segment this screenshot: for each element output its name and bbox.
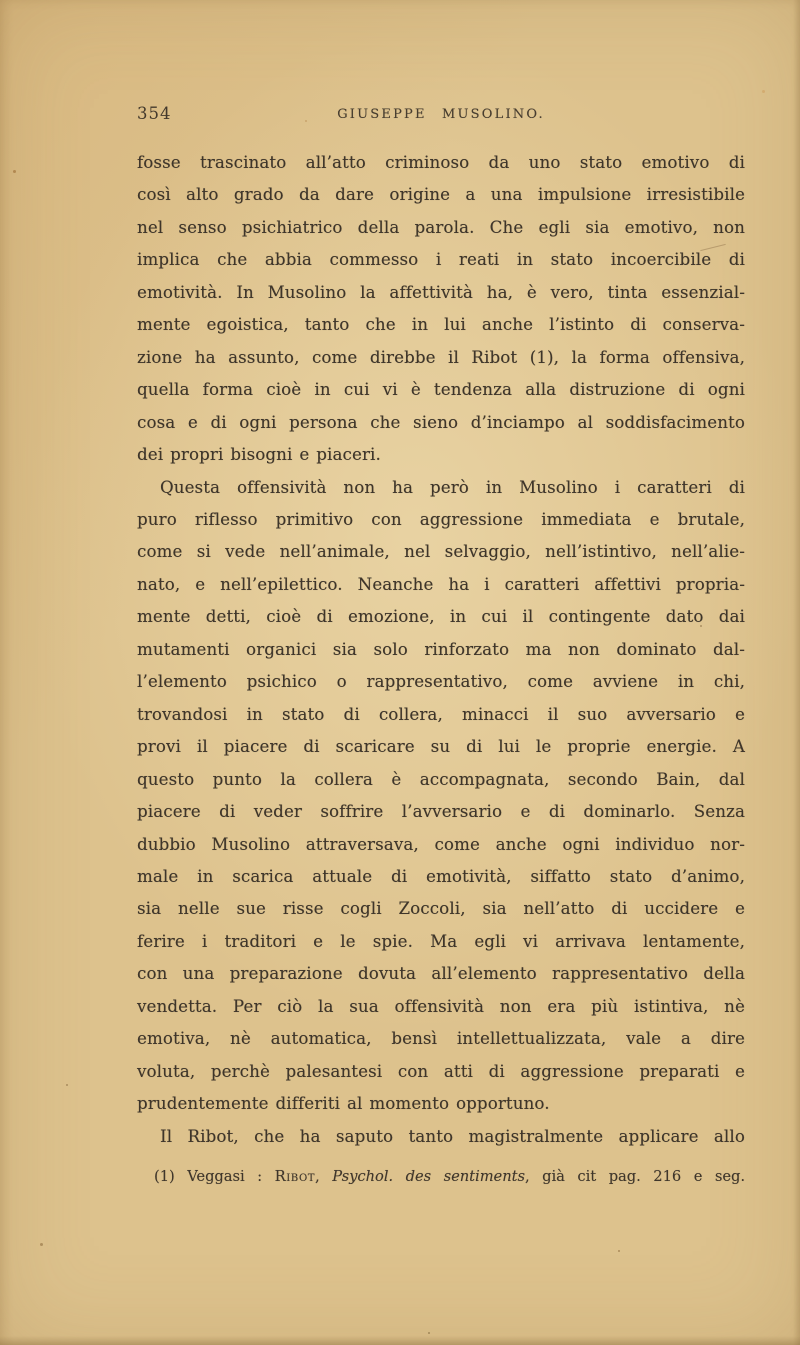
text-line: così alto grado da dare origine a una impulsione irresistibile	[137, 185, 745, 205]
footnote	[137, 1167, 745, 1187]
running-header-title: GIUSEPPE MUSOLINO.	[337, 107, 545, 122]
paper-speckle	[66, 1084, 68, 1086]
text-line: Il Ribot, che ha saputo tanto magistralmente applicare allo	[160, 1126, 745, 1146]
text-line: con una preparazione dovuta all’elemento rappresentativo della	[137, 964, 745, 984]
text-line: quella forma cioè in cui vi è tendenza alla distruzione di ogni	[137, 380, 745, 400]
text-line: emotiva, nè automatica, bensì intellettualizzata, vale a dire	[137, 1029, 745, 1049]
text-line: trovandosi in stato di collera, minacci il suo avversario e	[137, 704, 745, 724]
paragraph	[137, 472, 745, 1121]
body-text	[137, 147, 745, 1153]
paper-speckle	[428, 1332, 430, 1334]
footnote-work-title: Psychol. des sentiments	[332, 1168, 525, 1185]
paper-speckle	[40, 1243, 43, 1246]
paragraph	[137, 1121, 745, 1153]
text-line: male in scarica attuale di emotività, siffatto stato d’animo,	[137, 866, 745, 886]
page-number: 354	[137, 104, 172, 123]
paragraph	[137, 147, 745, 472]
text-line: cosa e di ogni persona che sieno d’inciampo al soddisfacimento	[137, 412, 745, 432]
text-line: implica che abbia commesso i reati in stato incoercibile di	[137, 250, 745, 270]
text-line: vendetta. Per ciò la sua offensività non era più istintiva, nè	[137, 996, 745, 1016]
text-line: come si vede nell’animale, nel selvaggio, nell’istintivo, nell’alie-	[137, 542, 745, 562]
text-line: fosse trascinato all’atto criminoso da uno stato emotivo di	[137, 153, 745, 172]
footnote-separator: ,	[315, 1168, 333, 1185]
text-line: voluta, perchè palesantesi con atti di aggressione preparati e	[137, 1061, 745, 1081]
text-line: piacere di veder soffrire l’avversario e di dominarlo. Senza	[137, 802, 745, 822]
text-line: zione ha assunto, come direbbe il Ribot (1), la forma offensiva,	[137, 347, 745, 367]
text-line: provi il piacere di scaricare su di lui le proprie energie. A	[137, 737, 745, 757]
text-line: mutamenti organici sia solo rinforzato ma non dominato dal-	[137, 639, 745, 659]
text-line: mente detti, cioè di emozione, in cui il contingente dato dai	[137, 607, 745, 627]
text-line: sia nelle sue risse cogli Zoccoli, sia nell’atto di uccidere e	[137, 899, 745, 919]
footnote-marker-and-prefix: (1) Veggasi :	[154, 1168, 275, 1185]
text-line: questo punto la collera è accompagnata, secondo Bain, dal	[137, 769, 745, 789]
paper-speckle	[618, 1250, 620, 1252]
text-line: dei propri bisogni e piaceri.	[137, 445, 381, 465]
text-line: ferire i traditori e le spie. Ma egli vi arrivava lentamente,	[137, 931, 745, 951]
text-line: nato, e nell’epilettico. Neanche ha i caratteri affettivi propria-	[137, 574, 745, 594]
text-line: mente egoistica, tanto che in lui anche l’istinto di conserva-	[137, 315, 745, 335]
text-line: l’elemento psichico o rappresentativo, come avviene in chi,	[137, 672, 745, 692]
text-line: nel senso psichiatrico della parola. Che egli sia emotivo, non	[137, 217, 745, 237]
paper-speckle	[762, 90, 765, 93]
text-line: emotività. In Musolino la affettività ha, è vero, tinta essenzial-	[137, 282, 745, 302]
text-line: puro riflesso primitivo con aggressione immediata e brutale,	[137, 509, 745, 529]
footnote-author: Ribot	[274, 1168, 316, 1185]
footnote-suffix: , già cit pag. 216 e seg.	[524, 1168, 746, 1185]
text-line: Questa offensività non ha però in Musolino i caratteri di	[160, 477, 745, 497]
page-header	[137, 104, 745, 126]
text-line: dubbio Musolino attraversava, come anche ogni individuo nor-	[137, 834, 745, 854]
text-line: prudentemente differiti al momento opportuno.	[137, 1094, 550, 1114]
paper-speckle	[13, 170, 16, 173]
